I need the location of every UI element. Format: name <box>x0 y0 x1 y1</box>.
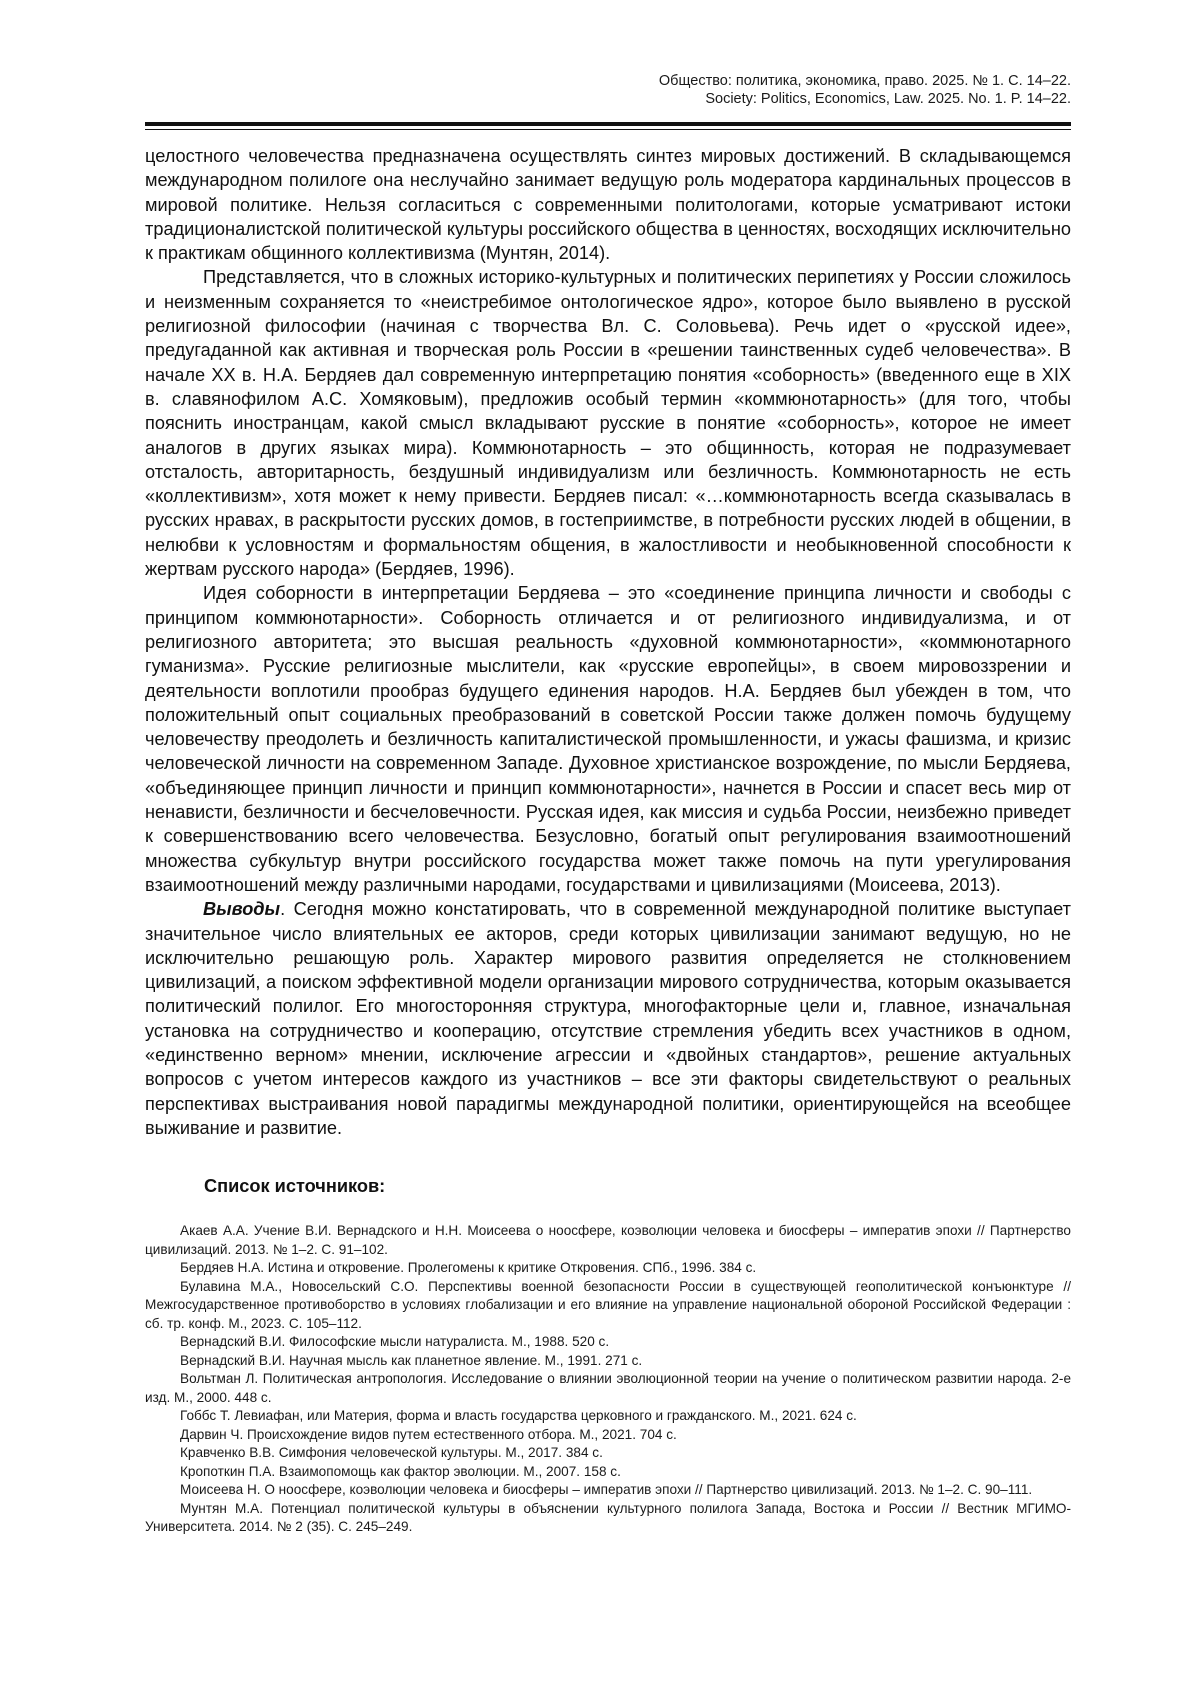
paragraph-continuation: целостного человечества предназначена осуществлять синтез мировых достижений. В складывающемся международном полилоге она неслучайно занимает ведущую роль модератора кардинальных процессов в мировой политике. Нельзя согласиться с современными политологами, которые усматривают истоки традиционалистской политической культуры российского общества в ценностях, восходящих исключительно к практикам общинного коллективизма (Мунтян, 2014). <box>145 146 1071 264</box>
paragraph-conclusions <box>145 897 1071 1140</box>
reference-item: Вернадский В.И. Философские мысли натуралиста. М., 1988. 520 с. <box>180 1334 610 1349</box>
conclusions-text: . Сегодня можно констатировать, что в современной международной политике выступает значительное число влиятельных ее акторов, среди которых цивилизации занимают ведущую, но не исключительно решающую роль. Характер мирового развития определяется не столкновением цивилизаций, а поиском эффективной модели организации мирового сотрудничества, которым оказывается политический полилог. Его многосторонняя структура, многофакторные цели и, главное, изначальная установка на сотрудничество и кооперацию, отсутствие стремления убедить всех участников в одном, «единственно верном» мнении, исключение агрессии и «двойных стандартов», решение актуальных вопросов с учетом интересов каждого из участников – все эти факторы свидетельствуют о реальных перспективах выстраивания новой парадигмы международной политики, ориентирующейся на всеобщее выживание и развитие. <box>145 899 1071 1138</box>
reference-item: Дарвин Ч. Происхождение видов путем естественного отбора. М., 2021. 704 с. <box>180 1426 677 1442</box>
reference-item: Вольтман Л. Политическая антропология. Исследование о влиянии эволюционной теории на учение о политическом развитии народа. 2-е изд. М., 2000. 448 с. <box>145 1371 1071 1405</box>
reference-item: Булавина М.А., Новосельский С.О. Перспективы военной безопасности России в существующей геополитической конъюнктуре // Межгосударственное противоборство в условиях глобализации и его влияние на управление национальной обороной Российской Федерации : сб. тр. конф. М., 2023. С. 105–112. <box>145 1278 1071 1331</box>
reference-item: Мунтян М.А. Потенциал политической культуры в объяснении культурного полилога Запада, Востока и России // Вестник МГИМО-Университета. 2014. № 2 (35). С. 245–249. <box>145 1500 1071 1534</box>
reference-item: Вернадский В.И. Научная мысль как планетное явление. М., 1991. 271 с. <box>180 1352 643 1368</box>
reference-item: Бердяев Н.А. Истина и откровение. Пролегомены к критике Откровения. СПб., 1996. 384 с. <box>180 1260 757 1275</box>
paragraph-russian-idea: Представляется, что в сложных историко-культурных и политических перипетиях у России сложилось и неизменным сохраняется то «неистребимое онтологическое ядро», которое было выявлено в русской религиозной философии (начиная с творчества Вл. С. Соловьева). Речь идет о «русской идее», предугаданной как активная и творческая роль России в «решении таинственных судеб человечества». В начале XX в. Н.А. Бердяев дал современную интерпретацию понятия «соборность» (введенного еще в XIX в. славянофилом А.С. Хомяковым), предложив особый термин «коммюнотарность» (для того, чтобы пояснить иностранцам, какой смысл вкладывают русские в понятие «соборность», которое не имеет аналогов в других языках мира). Коммюнотарность – это общинность, которая не подразумевает отсталость, авторитарность, бездушный индивидуализм или безличность. Коммюнотарность не есть «коллективизм», хотя может к нему привести. Бердяев писал: «…коммюнотарность всегда сказывалась в русских нравах, в раскрытости русских домов, в гостеприимстве, в потребности русских людей в общении, в нелюбви к условностям и формальностям общения, в жалостливости и необыкновенной способности к жертвам русского народа» (Бердяев, 1996). <box>145 267 1071 580</box>
reference-item: Моисеева Н. О ноосфере, коэволюции человека и биосферы – императив эпохи // Партнерство цивилизаций. 2013. № 1–2. С. 90–111. <box>180 1482 1033 1497</box>
conclusions-label: Выводы <box>203 899 281 920</box>
reference-item: Акаев А.А. Учение В.И. Вернадского и Н.Н. Моисеева о ноосфере, коэволюции человека и биосферы – императив эпохи // Партнерство цивилизаций. 2013. № 1–2. С. 91–102. <box>145 1223 1071 1257</box>
reference-item: Кропоткин П.А. Взаимопомощь как фактор эволюции. М., 2007. 158 с. <box>180 1463 621 1479</box>
references-list <box>145 1222 1071 1537</box>
header-rule-thick <box>145 122 1071 126</box>
references-heading: Список источников: <box>204 1176 386 1196</box>
paragraph-sobornost: Идея соборности в интерпретации Бердяева – это «соединение принципа личности и свободы с принципом коммюнотарности». Соборность отличается и от религиозного индивидуализма, и от религиозного авторитета; это высшая реальность «духовной коммюнотарности», «коммюнотарного гуманизма». Русские религиозные мыслители, как «русские европейцы», в своем мировоззрении и деятельности воплотили прообраз будущего единения народов. Н.А. Бердяев был убежден в том, что положительный опыт социальных преобразований в советской России также должен помочь будущему человечеству преодолеть и безличность капиталистической промышленности, и ужасы фашизма, и кризис человеческой личности на современном Западе. Духовное христианское возрождение, по мысли Бердяева, «объединяющее принцип личности и принцип коммюнотарности», начнется в России и спасет весь мир от ненависти, безличности и бесчеловечности. Русская идея, как миссия и судьба России, неизбежно приведет к совершенствованию всего человечества. Безусловно, богатый опыт регулирования взаимоотношений множества субкультур внутри российского государства может также помочь на пути урегулирования взаимоотношений между различными народами, государствами и цивилизациями (Моисеева, 2013). <box>145 583 1071 895</box>
running-header <box>145 72 1071 108</box>
header-citation-en: Society: Politics, Economics, Law. 2025. No. 1. P. 14–22. <box>705 91 1071 107</box>
reference-item: Кравченко В.В. Симфония человеческой культуры. М., 2017. 384 с. <box>180 1445 603 1460</box>
reference-item: Гоббс Т. Левиафан, или Материя, форма и власть государства церковного и гражданского. М., 2021. 624 с. <box>180 1408 857 1423</box>
header-rule-thin <box>145 129 1071 130</box>
article-body <box>145 144 1071 1140</box>
header-citation-ru: Общество: политика, экономика, право. 2025. № 1. С. 14–22. <box>658 73 1071 89</box>
